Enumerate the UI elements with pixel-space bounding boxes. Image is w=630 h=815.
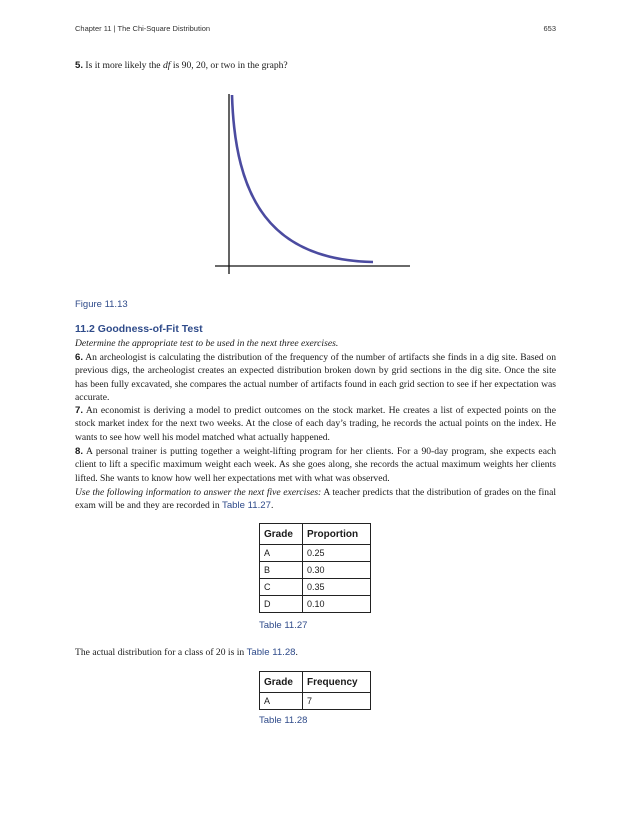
column-header: Proportion <box>303 524 371 545</box>
running-header <box>75 24 556 36</box>
table-11-27 <box>259 523 371 613</box>
proportion-cell: 0.10 <box>303 596 371 613</box>
df-term: df <box>162 60 171 71</box>
table-header-row <box>260 672 371 693</box>
frequency-cell: 7 <box>303 693 371 710</box>
exercise-6 <box>75 351 556 405</box>
actual-paragraph <box>75 646 556 659</box>
actual-end: . <box>295 647 298 658</box>
column-header: Grade <box>260 524 303 545</box>
table-27-caption: Table 11.27 <box>259 620 308 631</box>
grade-cell: A <box>260 545 303 562</box>
exercise-number: 8. <box>75 446 84 457</box>
exercise-text: Is it more likely the <box>85 60 161 71</box>
table-row <box>260 579 371 596</box>
table-row <box>260 545 371 562</box>
chi-square-figure <box>215 88 415 278</box>
exercise-8 <box>75 445 556 485</box>
grade-cell: A <box>260 693 303 710</box>
info-paragraph <box>75 486 556 513</box>
grade-cell: D <box>260 596 303 613</box>
table-row <box>260 562 371 579</box>
exercise-number: 5. <box>75 60 84 71</box>
section-intro: Determine the appropriate test to be used in the next three exercises. <box>75 338 339 349</box>
table-28-link[interactable]: Table 11.28 <box>246 647 296 658</box>
table-header-row <box>260 524 371 545</box>
table-row <box>260 693 371 710</box>
page-number: 653 <box>543 24 556 33</box>
column-header: Frequency <box>303 672 371 693</box>
section-title: 11.2 Goodness-of-Fit Test <box>75 323 203 335</box>
info-text: A teacher predicts that the distribution of grades on the final exam will be and they are recorded in <box>75 487 556 512</box>
exercise-text: A personal trainer is putting together a weight-lifting program for her clients. For a 90-day program, she expects each client to lift a specific maximum weight each week. As she goes along, she records the actual maximum weights her clients lifted. She wants to know how well her expectations met with what was observed. <box>75 446 557 484</box>
exercise-text: An archeologist is calculating the distribution of the frequency of the number of artifacts she finds in a dig site. Based on previous digs, the archeologist creates an expected distribution broken down by grid sections in the dig site. Once the site has been fully excavated, she compares the actual number of artifacts found in each grid section to see if her expectation was accurate. <box>75 352 556 404</box>
exercise-text: An economist is deriving a model to predict outcomes on the stock market. He creates a list of expected points on the stock market index for the next two weeks. At the close of each day’s trading, he records the actual points on the index. He wants to see how well his model matched what actually happened. <box>75 405 556 443</box>
exercise-number: 7. <box>75 405 84 416</box>
figure-caption: Figure 11.13 <box>75 299 128 310</box>
proportion-cell: 0.30 <box>303 562 371 579</box>
table-row <box>260 596 371 613</box>
chapter-title: Chapter 11 | The Chi-Square Distribution <box>75 24 211 33</box>
table-28-caption: Table 11.28 <box>259 715 308 726</box>
proportion-cell: 0.35 <box>303 579 371 596</box>
table-27-link[interactable]: Table 11.27 <box>222 500 271 512</box>
density-curve <box>232 95 373 262</box>
info-end: . <box>270 500 274 512</box>
actual-text: The actual distribution for a class of 20 is in <box>75 647 247 658</box>
grade-cell: C <box>260 579 303 596</box>
exercise-number: 6. <box>75 352 84 363</box>
exercise-5 <box>75 59 556 72</box>
info-lead: Use the following information to answer the next five exercises: <box>75 487 322 498</box>
proportion-cell: 0.25 <box>303 545 371 562</box>
column-header: Grade <box>260 672 303 693</box>
grade-cell: B <box>260 562 303 579</box>
exercise-text-end: is 90, 20, or two in the graph? <box>172 60 288 71</box>
exercise-7 <box>75 404 556 444</box>
table-11-28 <box>259 671 371 710</box>
